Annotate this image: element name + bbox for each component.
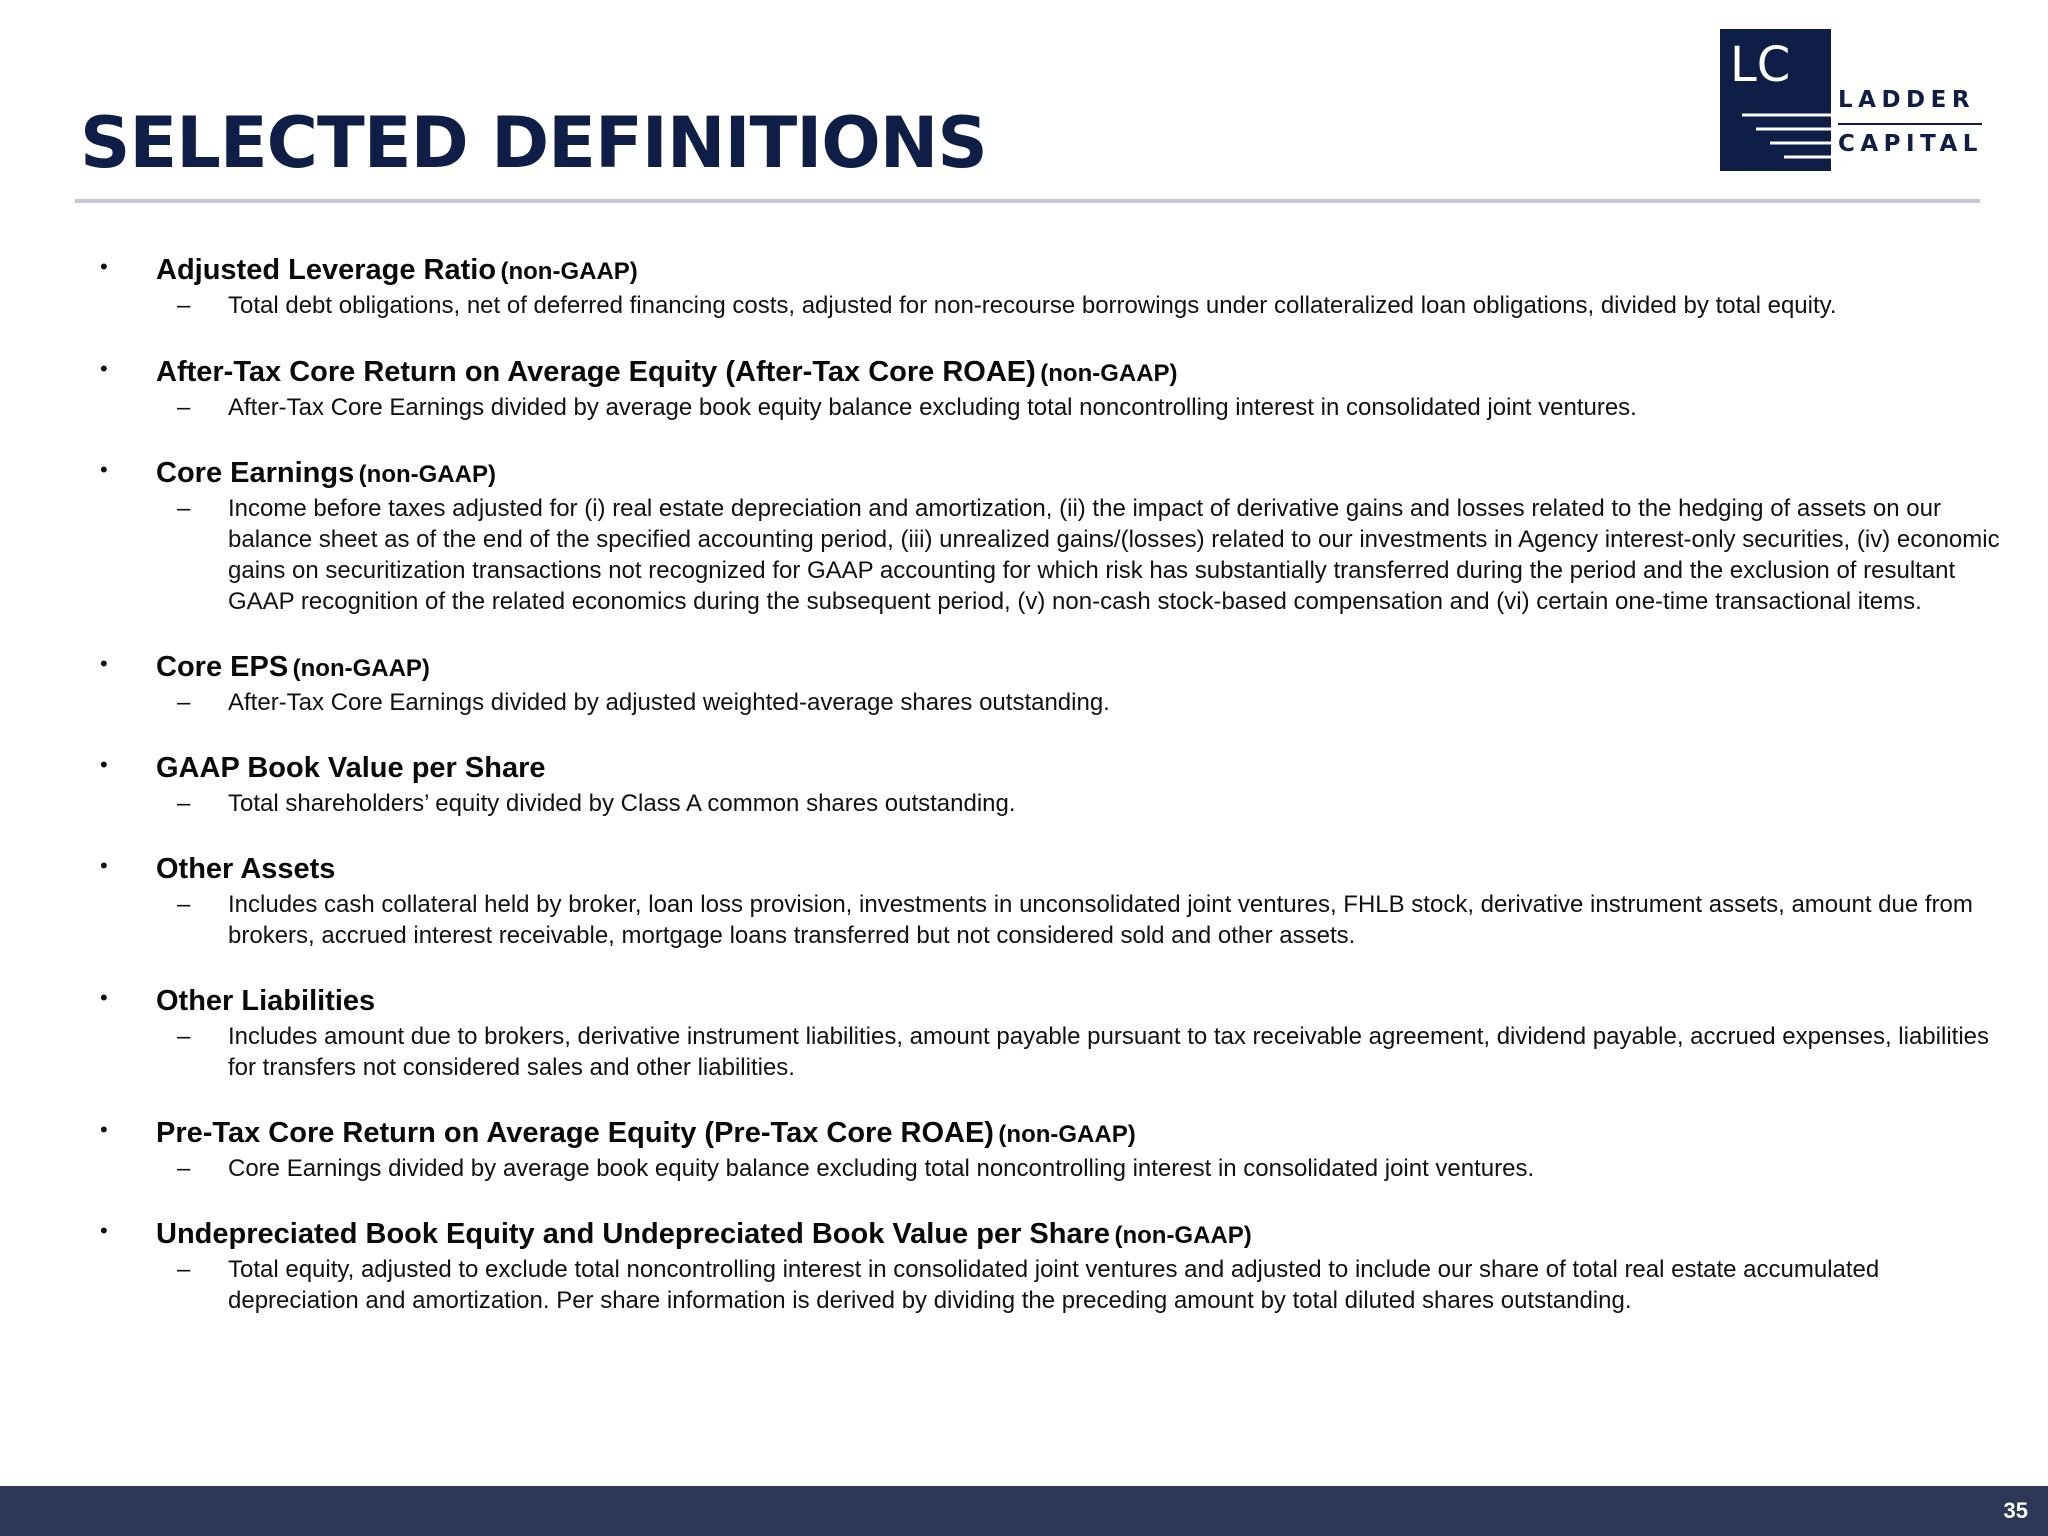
dash-icon: – — [177, 1256, 191, 1283]
logo-divider — [1838, 123, 1982, 125]
bullet-icon: • — [100, 1218, 108, 1243]
bullet-icon: • — [100, 457, 108, 482]
definition-text: After-Tax Core Earnings divided by average book equity balance excluding total noncontrolling interest in consolidated joint ventures. — [228, 394, 1637, 421]
definition-text: Total debt obligations, net of deferred financing costs, adjusted for non-recourse borrowings under collateralized loan obligations, divided by total equity. — [228, 292, 1837, 319]
definition-term: GAAP Book Value per Share — [156, 752, 546, 784]
definition-heading — [156, 250, 2000, 290]
definition-item — [100, 250, 2000, 321]
dash-icon: – — [177, 1023, 191, 1050]
definition-heading — [156, 352, 2000, 392]
definition-tag: (non-GAAP) — [1114, 1222, 1252, 1249]
definition-heading — [156, 849, 2000, 889]
definition-text: Core Earnings divided by average book equity balance excluding total noncontrolling interest in consolidated joint ventures. — [228, 1155, 1535, 1182]
bullet-icon: • — [100, 651, 108, 676]
footer-bar — [0, 1486, 2048, 1536]
definition-term: Other Liabilities — [156, 985, 376, 1017]
bullet-icon: • — [100, 853, 108, 878]
definition-tag: (non-GAAP) — [1040, 360, 1178, 387]
definition-text: Includes cash collateral held by broker, loan loss provision, investments in unconsolidated joint ventures, FHLB stock, derivative instrument assets, amount due from brokers, accrued interest receivable, mortgage loans transferred but not considered sold and other assets. — [228, 891, 1973, 949]
logo-monogram: LC — [1730, 37, 1791, 93]
definition-term: After-Tax Core Return on Average Equity (After-Tax Core ROAE) — [156, 356, 1036, 388]
definition-heading — [156, 748, 2000, 788]
definition-text: Income before taxes adjusted for (i) real estate depreciation and amortization, (ii) the impact of derivative gains and losses related to the hedging of assets on our balance sheet as of the end of the specified accounting period, (iii) unrealized gains/(losses) related to our investments in Agency interest-only securities, (iv) economic gains on securitization transactions not recognized for GAAP accounting for which risk has substantially transferred during the period and the exclusion of resultant GAAP recognition of the related economics during the subsequent period, (v) non-cash stock-based compensation and (vi) certain one-time transactional items. — [228, 495, 2000, 615]
dash-icon: – — [177, 495, 191, 522]
logo-word-ladder: LADDER — [1838, 87, 1976, 113]
definition-term: Core Earnings — [156, 457, 355, 489]
definition-text: Total equity, adjusted to exclude total noncontrolling interest in consolidated joint ventures and adjusted to include our share of total real estate accumulated depreciation and amortization. Per share information is derived by dividing the preceding amount by total diluted shares outstanding. — [228, 1256, 1880, 1314]
definition-heading — [156, 647, 2000, 687]
definition-item — [100, 647, 2000, 718]
definition-term: Core EPS — [156, 651, 289, 683]
definition-item — [100, 1113, 2000, 1184]
definition-description — [156, 1254, 2000, 1316]
definition-term: Undepreciated Book Equity and Undepreciated Book Value per Share — [156, 1218, 1111, 1250]
definition-description — [156, 392, 2000, 423]
definition-term: Adjusted Leverage Ratio — [156, 254, 497, 286]
ladder-capital-logo — [1720, 29, 1982, 171]
definition-item — [100, 352, 2000, 423]
dash-icon: – — [177, 292, 191, 319]
dash-icon: – — [177, 891, 191, 918]
definition-item — [100, 748, 2000, 819]
definition-tag: (non-GAAP) — [998, 1121, 1136, 1148]
definition-item — [100, 981, 2000, 1083]
page-title: SELECTED DEFINITIONS — [80, 102, 987, 184]
definition-heading — [156, 1113, 2000, 1153]
definition-item — [100, 453, 2000, 617]
dash-icon: – — [177, 1155, 191, 1182]
definition-tag: (non-GAAP) — [292, 655, 430, 682]
definition-description — [156, 687, 2000, 718]
dash-icon: – — [177, 689, 191, 716]
definition-text: Total shareholders’ equity divided by Class A common shares outstanding. — [228, 790, 1016, 817]
definition-item — [100, 849, 2000, 951]
definition-item — [100, 1214, 2000, 1316]
bullet-icon: • — [100, 985, 108, 1010]
definition-term: Other Assets — [156, 853, 336, 885]
definition-description — [156, 1153, 2000, 1184]
dash-icon: – — [177, 790, 191, 817]
definition-tag: (non-GAAP) — [358, 461, 496, 488]
bullet-icon: • — [100, 1117, 108, 1142]
bullet-icon: • — [100, 254, 108, 279]
definition-heading — [156, 453, 2000, 493]
dash-icon: – — [177, 394, 191, 421]
bullet-icon: • — [100, 752, 108, 777]
definition-description — [156, 889, 2000, 951]
definition-heading — [156, 1214, 2000, 1254]
page-number: 35 — [2003, 1498, 2028, 1523]
definition-description — [156, 290, 2000, 321]
definition-description — [156, 493, 2000, 617]
definition-heading — [156, 981, 2000, 1021]
definition-description — [156, 788, 2000, 819]
definition-term: Pre-Tax Core Return on Average Equity (Pre-Tax Core ROAE) — [156, 1117, 994, 1149]
definition-description — [156, 1021, 2000, 1083]
definition-tag: (non-GAAP) — [500, 258, 638, 285]
definition-text: Includes amount due to brokers, derivative instrument liabilities, amount payable pursuant to tax receivable agreement, dividend payable, accrued expenses, liabilities for transfers not considered sales and other liabilities. — [228, 1023, 1989, 1081]
bullet-icon: • — [100, 356, 108, 381]
definitions-list — [100, 250, 2000, 1316]
logo-word-capital: CAPITAL — [1838, 131, 1983, 157]
title-divider — [75, 199, 1980, 203]
definition-text: After-Tax Core Earnings divided by adjusted weighted-average shares outstanding. — [228, 689, 1110, 716]
lc-monogram-icon — [1720, 29, 1831, 171]
